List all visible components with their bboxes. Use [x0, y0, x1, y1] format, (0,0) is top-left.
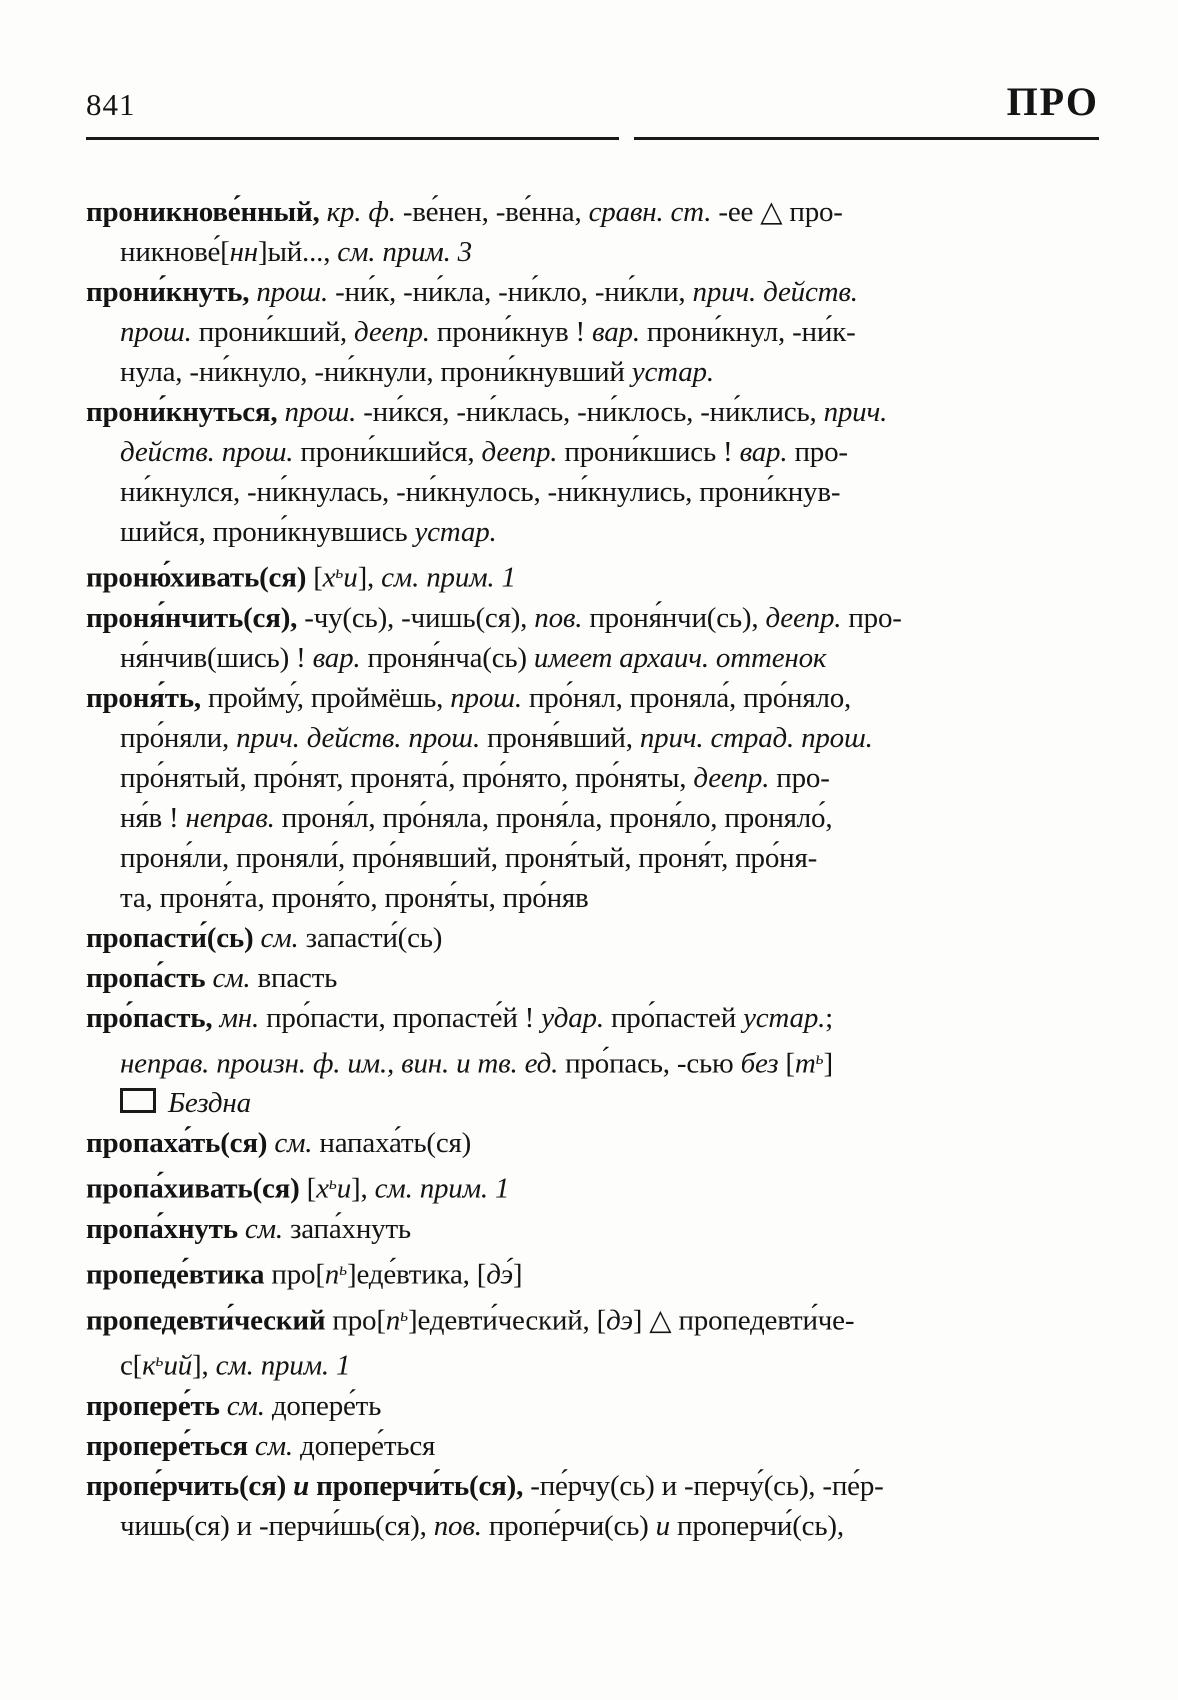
text-segment: х — [316, 1173, 329, 1206]
text-segment: -ни́кся, -ни́клась, -ни́клось, -ни́клись, — [356, 396, 824, 428]
text-segment: ] — [512, 1258, 523, 1291]
text-segment: про́нятый, про́нят, пронята́, про́нято, про́няты, — [120, 761, 694, 794]
entry-first-line — [86, 1209, 1100, 1249]
text-segment: пропере́ть — [86, 1390, 220, 1423]
text-segment: прони́кший, — [191, 316, 355, 348]
text-segment: ий — [163, 1350, 193, 1383]
entry-continuation-line — [120, 352, 1100, 392]
text-segment: прош. — [450, 681, 522, 714]
text-segment: про́пастей — [603, 1001, 744, 1034]
text-segment: допере́ться — [292, 1430, 436, 1463]
entry-first-line — [86, 1163, 1100, 1209]
text-segment: прош. — [277, 396, 357, 428]
text-segment: ]еде́втика, [ — [347, 1258, 487, 1291]
entry-first-line — [86, 598, 1100, 638]
rectangle-symbol-icon — [120, 1088, 156, 1113]
entry-first-line — [86, 918, 1100, 958]
text-segment: про- — [787, 436, 848, 468]
text-segment: см. прим. 3 — [337, 236, 472, 268]
text-segment: и — [343, 561, 358, 594]
dictionary-entry — [86, 1295, 1100, 1386]
text-segment: -ни́к, -ни́кла, -ни́кло, -ни́кли, — [328, 276, 693, 308]
entry-continuation-line — [120, 1083, 1100, 1123]
text-segment: пропеде́втика — [86, 1258, 265, 1291]
entry-first-line — [86, 1249, 1100, 1295]
dictionary-entry — [86, 1466, 1100, 1546]
dictionary-entry — [86, 392, 1100, 552]
text-segment: [ — [299, 1173, 317, 1206]
text-segment: про[ — [264, 1258, 325, 1291]
entry-first-line — [86, 552, 1100, 598]
dictionary-entry — [86, 1426, 1100, 1466]
text-segment: п — [324, 1258, 340, 1291]
dictionary-entry — [86, 552, 1100, 598]
entry-continuation-line — [120, 718, 1100, 758]
text-segment: прич. действ. — [692, 276, 858, 308]
entry-first-line — [86, 958, 1100, 998]
text-segment: ни́кнулся, -ни́кнулась, -ни́кнулось, -ни́кнулись, прони́кнув- — [120, 476, 841, 508]
text-segment: ] — [823, 1047, 834, 1080]
entry-continuation-line — [120, 1340, 1100, 1386]
dictionary-entry — [86, 1386, 1100, 1426]
text-segment: вар. — [312, 641, 361, 674]
text-segment: с[ — [120, 1350, 143, 1383]
text-segment: см. прим. 1 — [215, 1350, 351, 1383]
entry-continuation-line — [120, 432, 1100, 472]
text-segment: прони́кшийся, — [293, 436, 482, 468]
text-segment: пропа́хивать(ся) — [86, 1173, 300, 1206]
text-segment: пропе́рчить(ся) — [86, 1470, 287, 1503]
text-segment: про́няли, — [120, 721, 237, 754]
text-segment: чишь(ся) и -перчи́шь(ся), — [120, 1510, 434, 1543]
text-segment: см. прим. 1 — [381, 561, 516, 594]
text-segment: неправ. произн. ф. им., вин. и тв. ед. — [120, 1047, 559, 1080]
text-segment: см. — [237, 1213, 283, 1246]
text-segment: проникнове́нный, — [86, 196, 320, 228]
text-segment: [ — [778, 1047, 795, 1080]
text-segment: запа́хнуть — [282, 1213, 411, 1246]
entry-first-line — [86, 998, 1100, 1038]
text-segment: проперчи́ть(ся), — [316, 1470, 524, 1503]
entry-continuation-line — [120, 838, 1100, 878]
text-segment: впасть — [250, 961, 338, 994]
text-segment: вар. — [739, 436, 788, 468]
entry-first-line — [86, 1386, 1100, 1426]
text-segment: -пе́рчу(сь) и -перчу́(сь), -пе́р- — [523, 1470, 884, 1503]
text-segment: нн — [229, 236, 258, 268]
text-segment: ь — [339, 1259, 348, 1280]
text-segment: удар. — [541, 1001, 604, 1034]
entry-continuation-line — [120, 878, 1100, 918]
text-segment: неправ. — [185, 801, 275, 834]
dictionary-entry — [86, 1163, 1100, 1209]
text-segment: проперчи́(сь), — [669, 1510, 844, 1543]
text-segment: ], — [192, 1350, 216, 1383]
text-segment: прони́кнул, -ни́к- — [639, 316, 856, 348]
text-segment: п — [385, 1304, 401, 1337]
dictionary-entry — [86, 192, 1100, 272]
text-segment: действ. прош. — [120, 436, 294, 468]
text-segment: проня́нчи(сь), — [582, 601, 766, 634]
entries — [86, 192, 1100, 1546]
text-segment: проня́нчить(ся), — [86, 601, 298, 634]
entry-continuation-line — [120, 312, 1100, 352]
text-segment: устар. — [631, 356, 714, 388]
section-heading: ПРО — [1006, 79, 1099, 124]
text-segment: проня́вший, — [480, 721, 640, 754]
text-segment: ь — [155, 1350, 164, 1371]
text-segment: ]едевти́ческий, [ — [408, 1304, 607, 1337]
dictionary-entry — [86, 272, 1100, 392]
text-segment: пропедевти́ческий — [86, 1304, 326, 1337]
text-segment: проню́хивать(ся) — [86, 561, 307, 594]
text-segment: деепр. — [354, 316, 430, 348]
text-segment: проня́ть, — [86, 681, 201, 714]
text-segment: напаха́ть(ся) — [312, 1127, 472, 1160]
entry-first-line — [86, 1426, 1100, 1466]
text-segment: про́пасти, пропасте́й ! — [259, 1001, 542, 1034]
text-segment: пропасти́(сь) — [86, 921, 254, 954]
text-segment: см. — [205, 961, 251, 994]
text-segment: кр. ф. — [319, 196, 396, 228]
entry-continuation-line — [120, 1038, 1100, 1084]
text-segment: и — [655, 1510, 670, 1543]
text-segment: ]ый..., — [257, 236, 338, 268]
text-segment: прич. — [823, 396, 888, 428]
text-segment: без — [740, 1047, 779, 1080]
entry-continuation-line — [120, 512, 1100, 552]
text-segment: -чу(сь), -чишь(ся), — [297, 601, 535, 634]
entry-continuation-line — [120, 472, 1100, 512]
text-segment: прони́кнув ! — [429, 316, 593, 348]
text-segment: -ве́нен, -ве́нна, — [395, 196, 589, 228]
text-segment: ], — [357, 561, 382, 594]
text-segment: ь — [815, 1047, 824, 1068]
dictionary-entry — [86, 1209, 1100, 1249]
text-segment: про- — [769, 761, 830, 794]
text-segment: деепр. — [481, 436, 558, 468]
dictionary-entry — [86, 678, 1100, 918]
text-segment: никнове́[ — [120, 236, 230, 268]
text-segment: см. — [253, 921, 299, 954]
text-segment: см. прим. 1 — [374, 1173, 510, 1206]
text-segment: Бездна — [168, 1087, 251, 1120]
text-segment: дэ — [606, 1304, 633, 1337]
text-segment: деепр. — [765, 601, 842, 634]
text-segment: проня́л, про́няла, проня́ла, проня́ло, проняло́, — [274, 801, 833, 834]
text-segment: т — [794, 1047, 816, 1080]
text-segment: пов. — [433, 1510, 482, 1543]
text-segment: имеет архаич. оттенок — [533, 641, 827, 674]
dictionary-entry — [86, 598, 1100, 678]
entry-continuation-line — [120, 798, 1100, 838]
text-segment: та, проня́та, проня́то, проня́ты, про́няв — [120, 881, 589, 914]
dictionary-entry — [86, 1123, 1100, 1163]
dictionary-entry — [86, 918, 1100, 958]
text-segment: запасти́(сь) — [298, 921, 443, 954]
entry-first-line — [86, 1295, 1100, 1341]
page-number: 841 — [86, 87, 136, 122]
text-segment: про́пась, -сью — [558, 1047, 741, 1080]
text-segment: х — [322, 561, 336, 594]
header-rule-left — [86, 137, 619, 140]
text-segment: ; — [825, 1001, 834, 1034]
dictionary-entry — [86, 998, 1100, 1124]
text-segment: сравн. ст. — [588, 196, 712, 228]
entry-continuation-line — [120, 1506, 1100, 1546]
text-segment: ь — [400, 1304, 409, 1325]
text-segment: ня́нчив(шись) ! — [120, 641, 313, 674]
entry-first-line — [86, 392, 1100, 432]
text-segment: и — [336, 1173, 352, 1206]
dictionary-entry — [86, 1249, 1100, 1295]
text-segment: пропа́хнуть — [86, 1213, 238, 1246]
text-segment: прош. — [249, 276, 329, 308]
entry-first-line — [86, 272, 1100, 312]
header-rule-right — [634, 137, 1099, 140]
text-segment: ня́в ! — [120, 801, 186, 834]
text-segment: прони́кнуть, — [86, 276, 250, 308]
text-segment: ь — [335, 562, 344, 582]
text-segment: см. — [267, 1127, 313, 1160]
text-segment: про́нял, проняла́, про́няло, — [521, 681, 852, 714]
text-segment: шийся, прони́кнувшись — [120, 516, 415, 548]
text-segment: пропере́ться — [86, 1430, 248, 1463]
text-segment: ь — [328, 1173, 337, 1194]
entry-continuation-line — [120, 638, 1100, 678]
entry-first-line — [86, 1466, 1100, 1506]
text-segment: пропа́сть — [86, 961, 206, 994]
text-segment: прош. — [120, 316, 192, 348]
text-segment: ], — [351, 1173, 375, 1206]
text-segment: про[ — [325, 1304, 386, 1337]
text-segment: проня́ли, проняли́, про́нявший, проня́тый, проня́т, про́ня- — [120, 841, 818, 874]
entry-first-line — [86, 678, 1100, 718]
entry-first-line — [86, 1123, 1100, 1163]
text-segment: к — [142, 1350, 156, 1383]
text-segment: см. — [219, 1390, 265, 1423]
text-segment: устар. — [414, 516, 497, 548]
text-segment: прич. действ. прош. — [236, 721, 481, 754]
text-segment: вар. — [592, 316, 640, 348]
text-segment: допере́ть — [264, 1390, 382, 1423]
text-segment: ] △ пропедевти́че- — [632, 1304, 855, 1337]
text-segment: проня́нча(сь) — [360, 641, 534, 674]
text-segment: -ее △ про- — [711, 196, 843, 228]
text-segment: см. — [247, 1430, 293, 1463]
text-segment: про- — [841, 601, 902, 634]
header-rule — [86, 137, 1099, 140]
text-segment: [ — [306, 561, 323, 594]
text-segment: и — [286, 1470, 317, 1503]
text-segment: пропаха́ть(ся) — [86, 1127, 268, 1160]
text-segment: деепр. — [693, 761, 770, 794]
text-segment: пов. — [534, 601, 583, 634]
text-segment: устар. — [743, 1001, 826, 1034]
entry-continuation-line — [120, 758, 1100, 798]
text-segment: дэ́ — [486, 1258, 513, 1291]
text-segment: про́пасть, — [86, 1001, 213, 1034]
text-segment: пройму́, проймёшь, — [200, 681, 451, 714]
entry-continuation-line — [120, 232, 1100, 272]
entry-first-line — [86, 192, 1100, 232]
text-segment: прич. страд. прош. — [639, 721, 873, 754]
text-segment: мн. — [212, 1001, 260, 1034]
text-segment: прони́кшись ! — [557, 436, 740, 468]
text-segment: прони́кнуться, — [86, 396, 278, 428]
dictionary-entry — [86, 958, 1100, 998]
text-segment: нула, -ни́кнуло, -ни́кнули, прони́кнувший — [120, 356, 632, 388]
running-head — [86, 78, 1099, 125]
text-segment: пропе́рчи(сь) — [481, 1510, 656, 1543]
